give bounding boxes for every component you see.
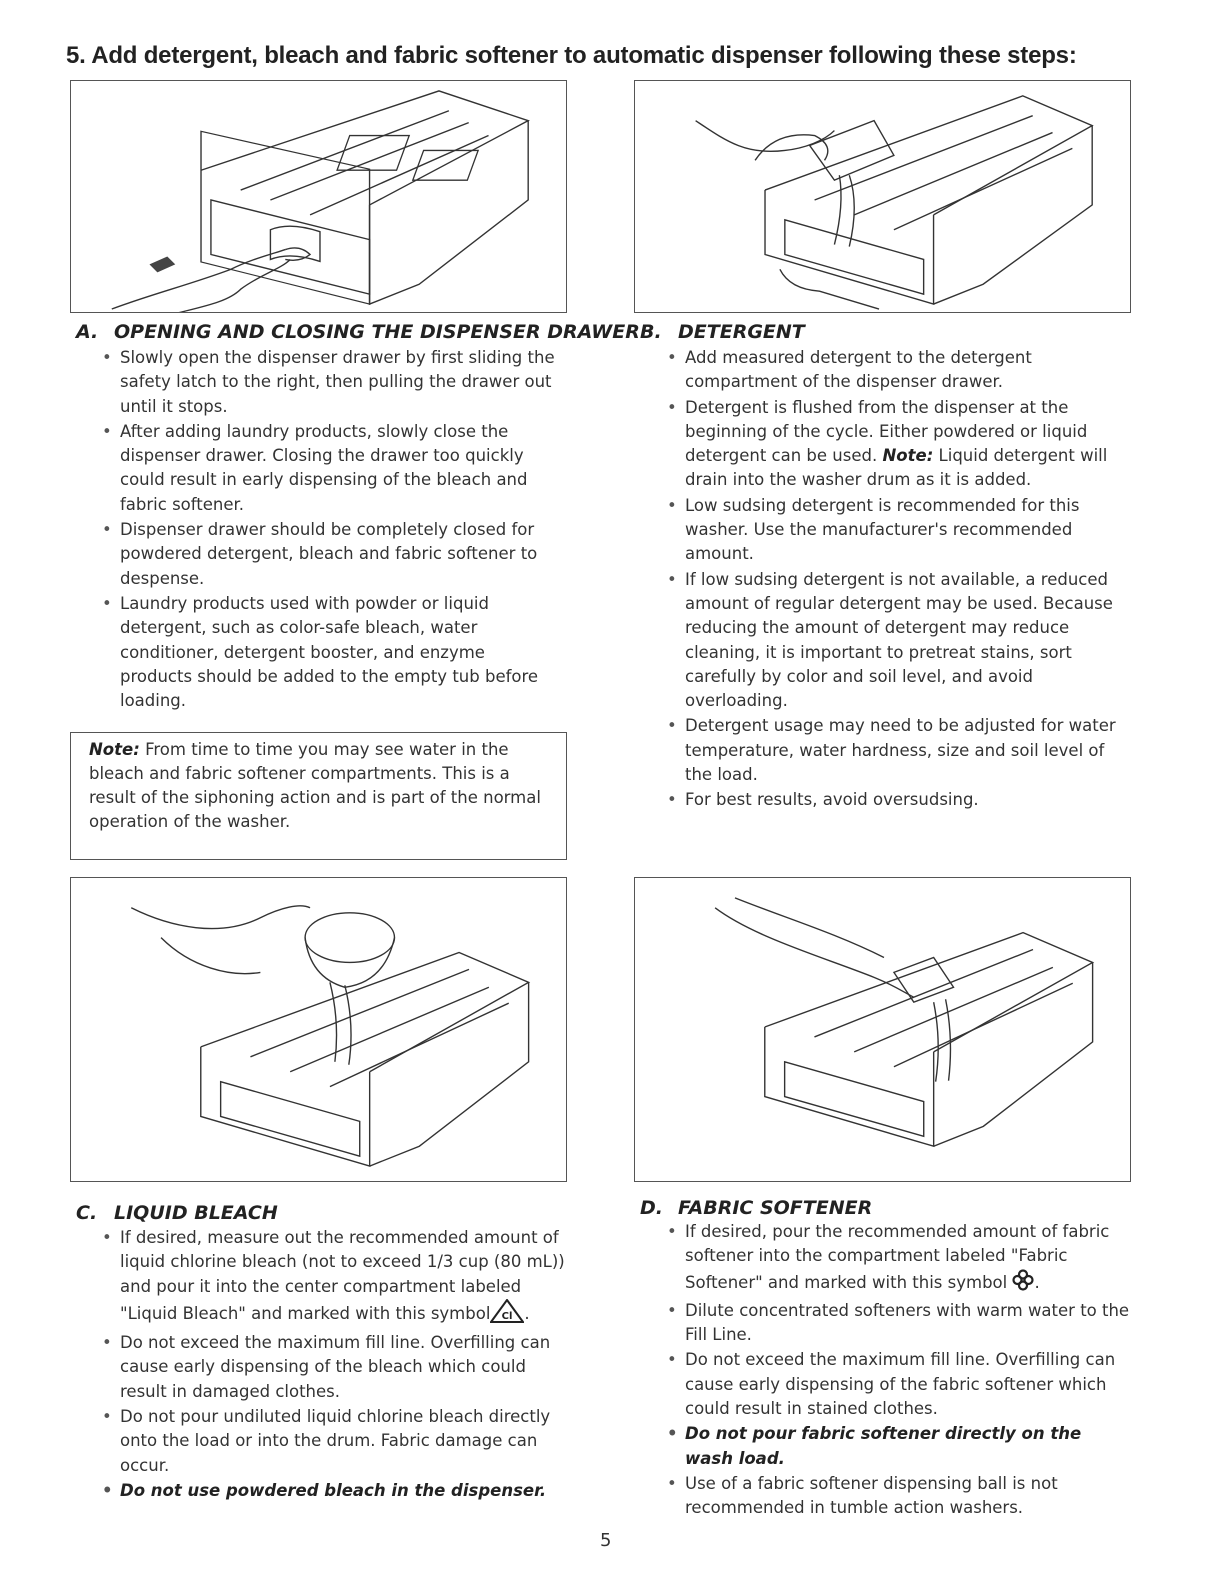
section-a-heading (76, 321, 640, 343)
inline-note-label: Note: (882, 446, 934, 466)
figure-softener (634, 877, 1131, 1182)
list-item: • For best results, avoid oversudsing. (665, 788, 1135, 812)
note-text: From time to time you may see water in the bleach and fabric softener compartments. This is a result of the siphoning action and is part of the normal operation of the washer. (89, 740, 541, 831)
section-b-title: DETERGENT (678, 321, 805, 343)
bullet-text: If desired, pour the recommended amount of fabric softener into the compartment labeled "Fabric Softener" and marked with this symbol (685, 1222, 1110, 1292)
list-item: • Add measured detergent to the detergent compartment of the dispenser drawer. (665, 346, 1135, 395)
list-item (100, 1226, 568, 1330)
section-d-heading (640, 1197, 872, 1219)
list-item: • Laundry products used with powder or liquid detergent, such as color-safe bleach, water conditioner, detergent booster, and enzyme products should be added to the empty tub before loading. (100, 592, 562, 713)
note-label: Note: (89, 740, 140, 759)
section-c-list (100, 1226, 568, 1504)
section-c-title: LIQUID BLEACH (114, 1202, 278, 1224)
section-d-list (665, 1220, 1130, 1522)
bullet-text: Liquid detergent will drain into the washer drum as it is added. (685, 446, 1108, 490)
list-item: • Do not pour undiluted liquid chlorine bleach directly onto the load or into the drum. Fabric damage can occur. (100, 1405, 568, 1478)
list-item: • Slowly open the dispenser drawer by first sliding the safety latch to the right, then pulling the drawer out until it stops. (100, 346, 562, 419)
figure-detergent (634, 80, 1131, 313)
section-a-title: OPENING AND CLOSING THE DISPENSER DRAWER (114, 321, 640, 343)
note-box (70, 732, 567, 860)
bleach-pouring-illustration (71, 878, 566, 1181)
bleach-symbol-text: Cl (502, 1310, 513, 1322)
section-a-letter: A. (76, 321, 99, 343)
section-d-title: FABRIC SOFTENER (678, 1197, 873, 1219)
list-item (665, 1220, 1130, 1298)
list-item: • After adding laundry products, slowly close the dispenser drawer. Closing the drawer too quickly could result in early dispensing of the bleach and fabric softener. (100, 420, 562, 517)
section-c-heading (76, 1202, 278, 1224)
figure-opening-drawer (70, 80, 567, 313)
section-d-letter: D. (640, 1197, 663, 1219)
list-item: • Do not use powdered bleach in the dispenser. (100, 1479, 568, 1503)
list-item: • Do not exceed the maximum fill line. Overfilling can cause early dispensing of the bleach which could result in damaged clothes. (100, 1331, 568, 1404)
bullet-text: If desired, measure out the recommended amount of liquid chlorine bleach (not to exceed 1/3 cup (80 mL)) and pour it into the center compartment labeled "Liquid Bleach" and marked with this symbol (120, 1228, 565, 1324)
section-a-list (100, 346, 562, 714)
softener-pouring-illustration (635, 878, 1130, 1181)
drawer-open-illustration (71, 81, 566, 312)
page-title: 5. Add detergent, bleach and fabric softener to automatic dispenser following these steps: (66, 42, 1077, 69)
list-item: • Dispenser drawer should be completely closed for powdered detergent, bleach and fabric softener to despense. (100, 518, 562, 591)
section-b-letter: B. (640, 321, 662, 343)
bleach-triangle-icon (490, 1299, 524, 1330)
list-item: • Do not exceed the maximum fill line. Overfilling can cause early dispensing of the fabric softener which could result in stained clothes. (665, 1348, 1130, 1421)
list-item: • Detergent usage may need to be adjusted for water temperature, water hardness, size and soil level of the load. (665, 714, 1135, 787)
bullet-text: . (1034, 1272, 1040, 1292)
list-item: • If low sudsing detergent is not available, a reduced amount of regular detergent may be used. Because reducing the amount of detergent may reduce cleaning, it is important to pretreat stains, sort carefully by color and soil level, and avoid overloading. (665, 568, 1135, 714)
list-item: • Low sudsing detergent is recommended for this washer. Use the manufacturer's recommended amount. (665, 494, 1135, 567)
section-b-list (665, 346, 1135, 814)
section-c-letter: C. (76, 1202, 98, 1224)
figure-bleach (70, 877, 567, 1182)
bullet-text: . (524, 1304, 530, 1324)
list-item (665, 396, 1135, 493)
detergent-pouring-illustration (635, 81, 1130, 312)
list-item: • Use of a fabric softener dispensing ball is not recommended in tumble action washers. (665, 1472, 1130, 1521)
list-item: • Do not pour fabric softener directly on the wash load. (665, 1422, 1130, 1471)
section-b-heading (640, 321, 805, 343)
list-item: • Dilute concentrated softeners with warm water to the Fill Line. (665, 1299, 1130, 1348)
bullet-text: Detergent is flushed from the dispenser at the beginning of the cycle. Either powdered or liquid detergent can be used. (685, 397, 1088, 466)
flower-icon (1012, 1269, 1034, 1298)
page-number: 5 (600, 1530, 612, 1551)
